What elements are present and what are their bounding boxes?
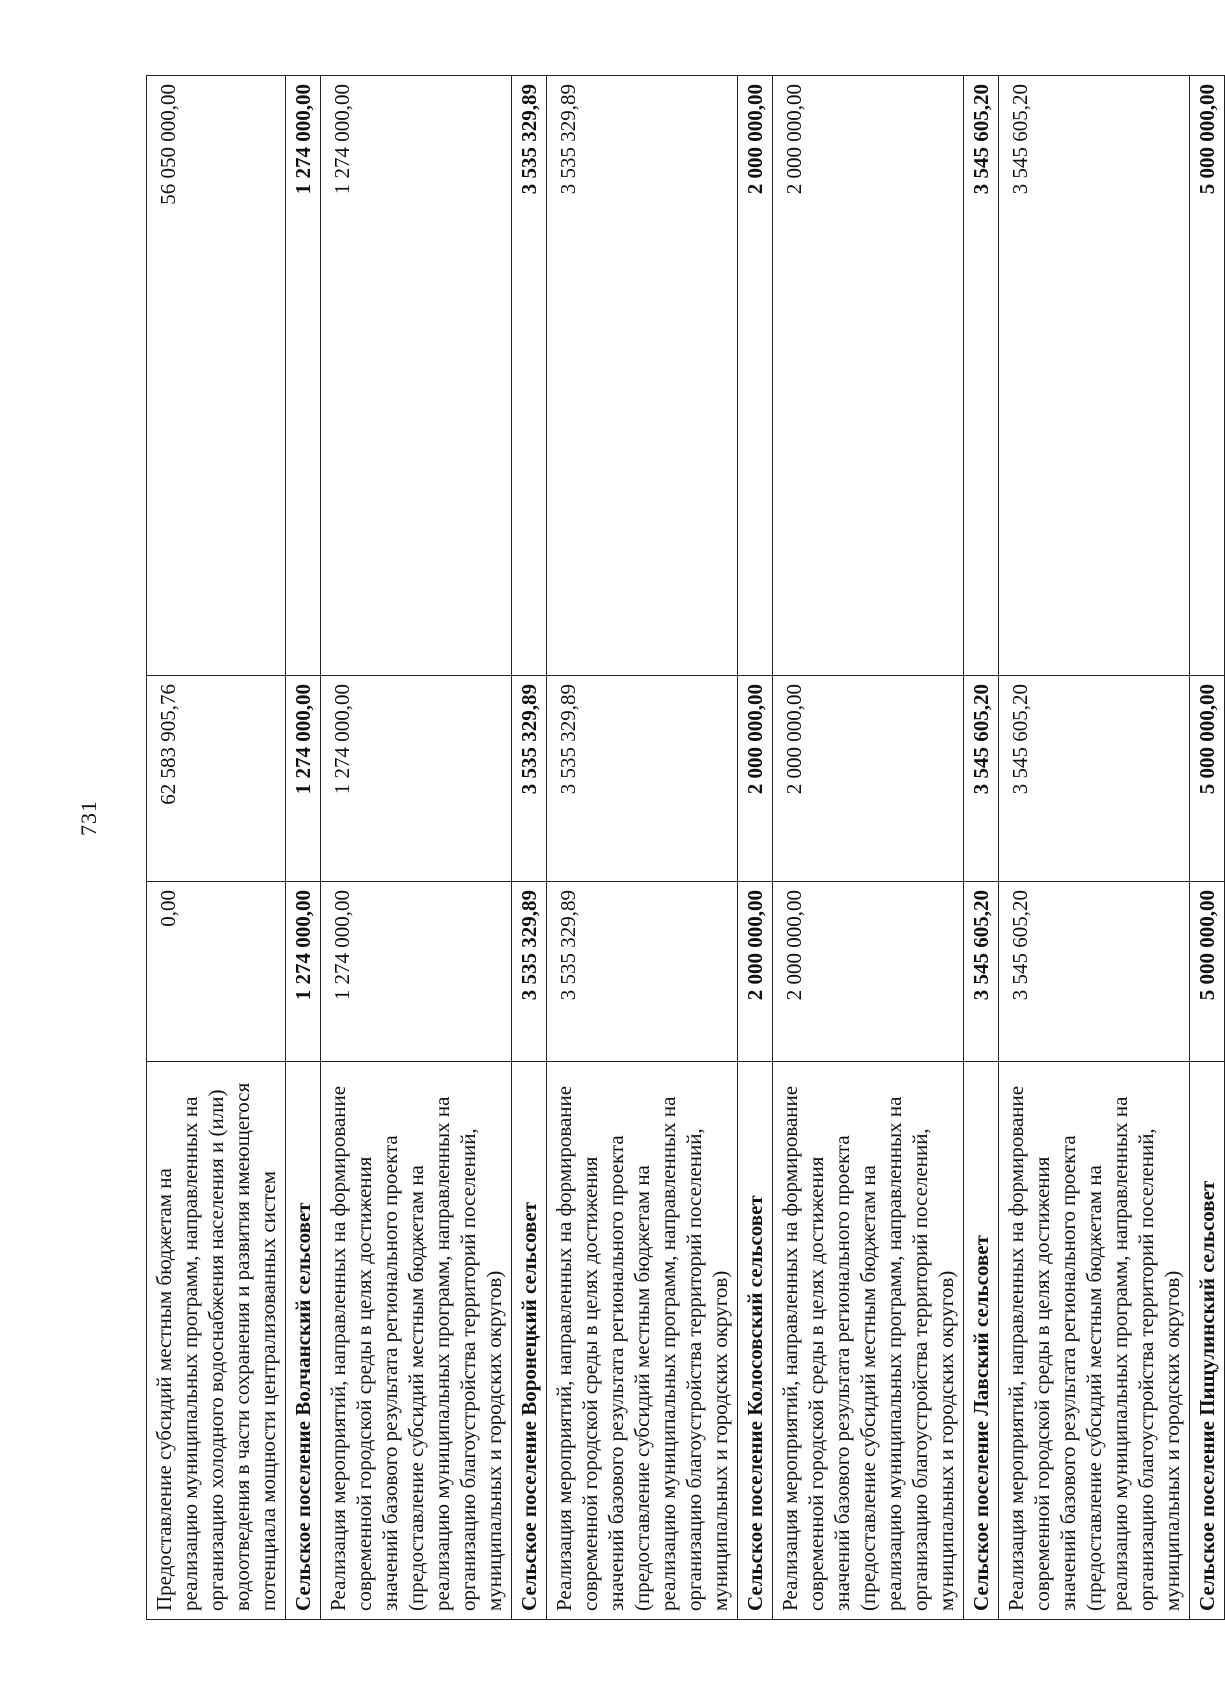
- row-description: Реализация мероприятий, направленных на формирование современной городской среды в целях достижения значений базового результата регионального проекта (предоставление субсидий местным бюджетам на реализацию муниципальных программ, направленных на организацию благоустройства территорий поселений, муниципальных и городских округов): [773, 1062, 964, 1620]
- row-description: Реализация мероприятий, направленных на формирование современной городской среды в целях достижения значений базового результата регионального проекта (предоставление субсидий местным бюджетам на реализацию муниципальных программ, направленных на организацию благоустройства территорий поселений, муниципальных и городских округов): [321, 1062, 512, 1620]
- section-row: [738, 76, 773, 1620]
- row-amount-col3: 1 274 000,00: [321, 76, 512, 676]
- row-amount-col2: 3 545 605,20: [999, 676, 1190, 882]
- row-description: Предоставление субсидий местным бюджетам на реализацию муниципальных программ, направленных на организацию холодного водоснабжения населения и (или) водоотведения в части сохранения и развития имеющегося потенциала мощности централизованных систем: [147, 1062, 286, 1620]
- budget-table: [146, 75, 1225, 1620]
- row-amount-col1: 2 000 000,00: [773, 882, 964, 1062]
- section-title: Сельское поселение Воронецкий сельсовет: [512, 1062, 547, 1620]
- row-amount-col1: 3 535 329,89: [547, 882, 738, 1062]
- section-amount-col3: 3 545 605,20: [964, 76, 999, 676]
- section-amount-col1: 2 000 000,00: [738, 882, 773, 1062]
- row-amount-col1: 3 545 605,20: [999, 882, 1190, 1062]
- row-amount-col1: 1 274 000,00: [321, 882, 512, 1062]
- row-amount-col3: 56 050 000,00: [147, 76, 286, 676]
- section-row: [964, 76, 999, 1620]
- page-number: 731: [76, 800, 101, 836]
- table-row: [321, 76, 512, 1620]
- row-description: Реализация мероприятий, направленных на формирование современной городской среды в целях достижения значений базового результата регионального проекта (предоставление субсидий местным бюджетам на реализацию муниципальных программ, направленных на организацию благоустройства территорий поселений, муниципальных и городских округов): [999, 1062, 1190, 1620]
- section-amount-col3: 2 000 000,00: [738, 76, 773, 676]
- section-amount-col2: 3 535 329,89: [512, 676, 547, 882]
- section-amount-col1: 3 545 605,20: [964, 882, 999, 1062]
- section-amount-col3: 1 274 000,00: [286, 76, 321, 676]
- budget-sheet: [146, 76, 1219, 1620]
- section-row: [512, 76, 547, 1620]
- row-description: Реализация мероприятий, направленных на формирование современной городской среды в целях достижения значений базового результата регионального проекта (предоставление субсидий местным бюджетам на реализацию муниципальных программ, направленных на организацию благоустройства территорий поселений, муниципальных и городских округов): [547, 1062, 738, 1620]
- section-amount-col1: 5 000 000,00: [1190, 882, 1225, 1062]
- section-amount-col3: 3 535 329,89: [512, 76, 547, 676]
- section-title: Сельское поселение Пищулинский сельсовет: [1190, 1062, 1225, 1620]
- row-amount-col3: 2 000 000,00: [773, 76, 964, 676]
- row-amount-col3: 3 535 329,89: [547, 76, 738, 676]
- row-amount-col2: 3 535 329,89: [547, 676, 738, 882]
- table-row: [147, 76, 286, 1620]
- row-amount-col2: 62 583 905,76: [147, 676, 286, 882]
- section-amount-col2: 5 000 000,00: [1190, 676, 1225, 882]
- row-amount-col1: 0,00: [147, 882, 286, 1062]
- section-amount-col3: 5 000 000,00: [1190, 76, 1225, 676]
- section-row: [1190, 76, 1225, 1620]
- section-amount-col2: 2 000 000,00: [738, 676, 773, 882]
- section-row: [286, 76, 321, 1620]
- section-title: Сельское поселение Волчанский сельсовет: [286, 1062, 321, 1620]
- row-amount-col3: 3 545 605,20: [999, 76, 1190, 676]
- row-amount-col2: 1 274 000,00: [321, 676, 512, 882]
- table-row: [773, 76, 964, 1620]
- section-amount-col2: 3 545 605,20: [964, 676, 999, 882]
- section-amount-col1: 1 274 000,00: [286, 882, 321, 1062]
- section-title: Сельское поселение Колосовский сельсовет: [738, 1062, 773, 1620]
- section-title: Сельское поселение Лавский сельсовет: [964, 1062, 999, 1620]
- table-row: [547, 76, 738, 1620]
- section-amount-col2: 1 274 000,00: [286, 676, 321, 882]
- section-amount-col1: 3 535 329,89: [512, 882, 547, 1062]
- row-amount-col2: 2 000 000,00: [773, 676, 964, 882]
- table-row: [999, 76, 1190, 1620]
